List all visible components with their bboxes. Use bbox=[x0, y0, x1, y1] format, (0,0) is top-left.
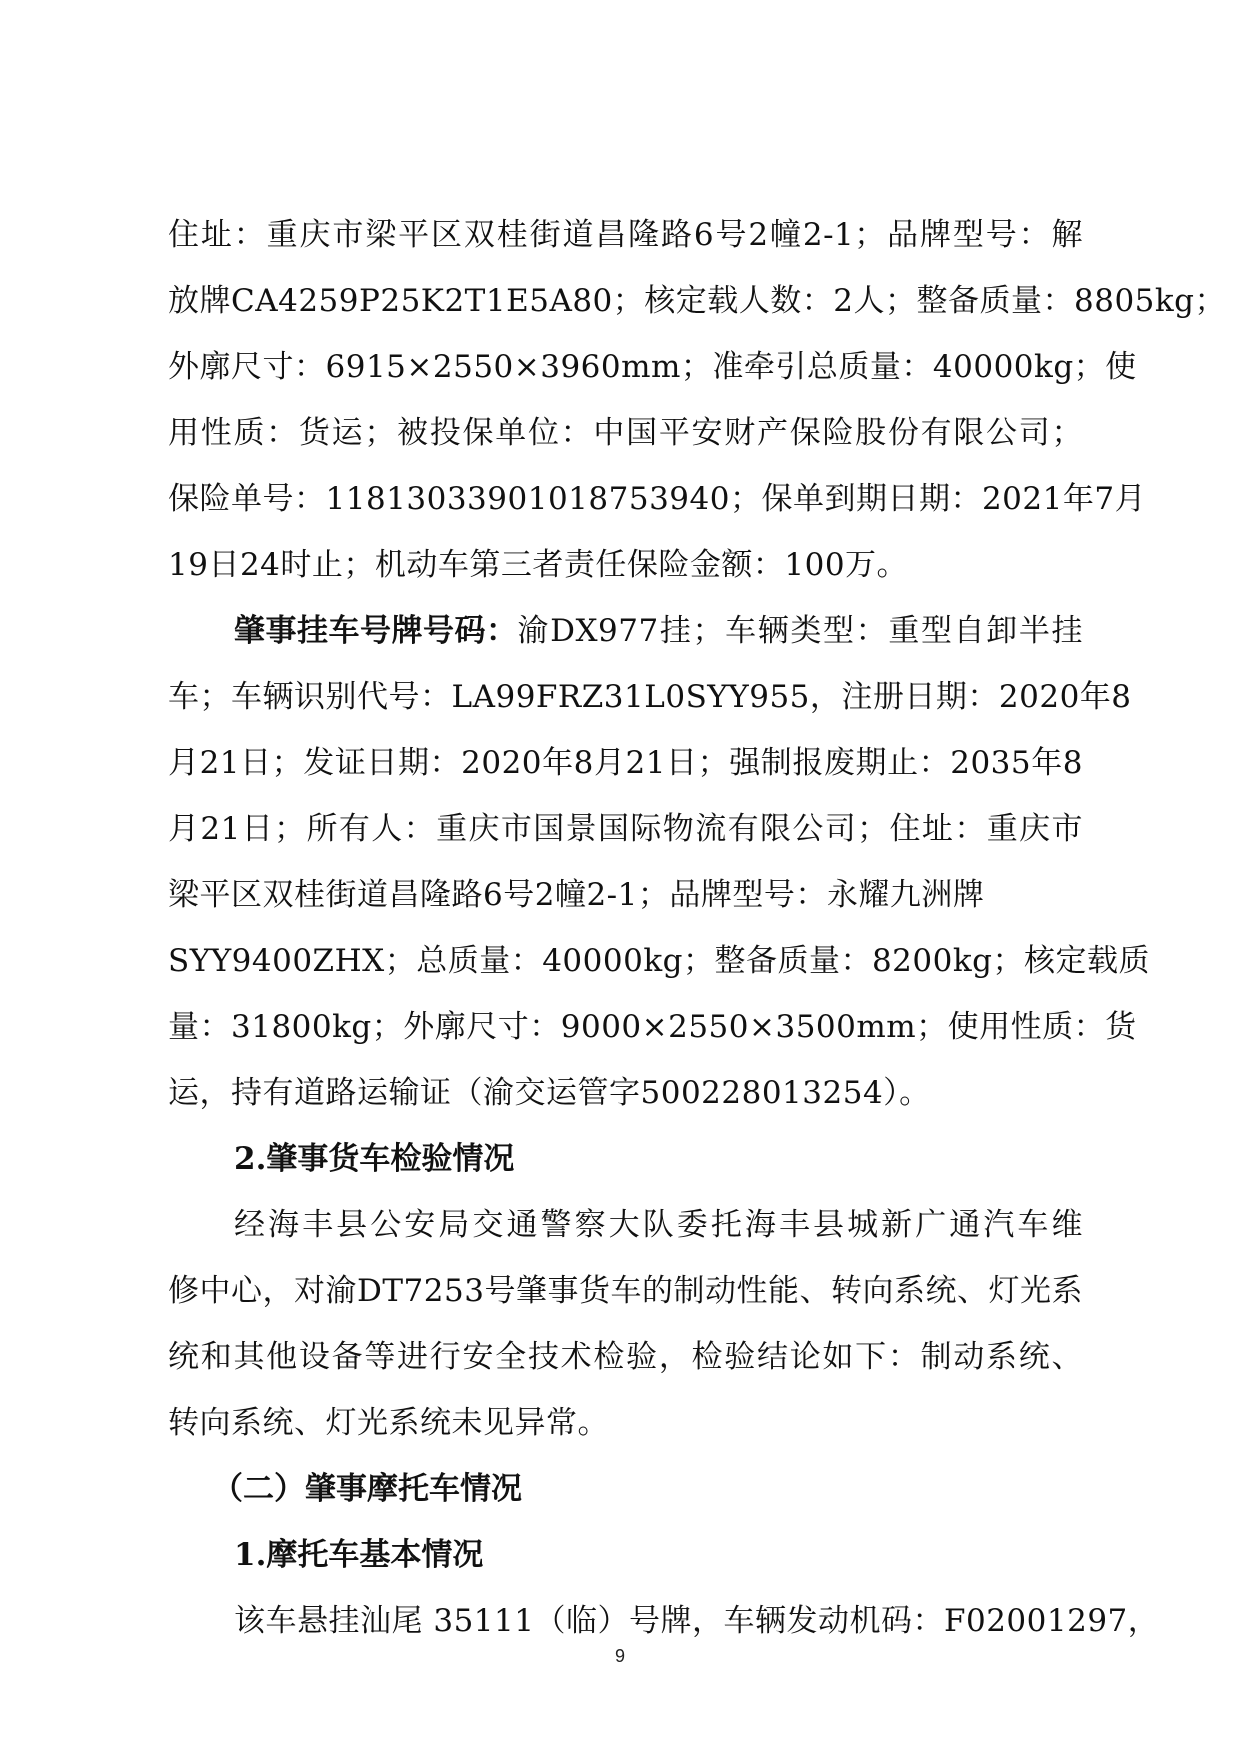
text-line: 外廓尺寸：6915×2550×3960mm；准牵引总质量：40000kg；使 bbox=[168, 349, 1137, 385]
motorcycle-basic-heading: 1.摩托车基本情况 bbox=[234, 1537, 484, 1573]
text-line bbox=[168, 598, 1083, 664]
text-line: 保险单号：11813033901018753940；保单到期日期：2021年7月 bbox=[168, 481, 1147, 517]
text-line: 住址：重庆市梁平区双桂街道昌隆路6号2幢2-1；品牌型号：解 bbox=[168, 217, 1083, 253]
section-heading-motorcycle: （二）肇事摩托车情况 bbox=[212, 1471, 522, 1507]
text-line: 梁平区双桂街道昌隆路6号2幢2-1；品牌型号：永耀九洲牌 bbox=[168, 877, 985, 913]
text-line: 量：31800kg；外廓尺寸：9000×2550×3500mm；使用性质：货 bbox=[168, 1009, 1137, 1045]
text-line: 月21日；所有人：重庆市国景国际物流有限公司；住址：重庆市 bbox=[168, 811, 1083, 847]
text-line: SYY9400ZHX；总质量：40000kg；整备质量：8200kg；核定载质 bbox=[168, 943, 1150, 979]
text-line: 放牌CA4259P25K2T1E5A80；核定载人数：2人；整备质量：8805kg； bbox=[168, 283, 1227, 319]
text-line: 用性质：货运；被投保单位：中国平安财产保险股份有限公司； bbox=[168, 415, 1083, 451]
text-line: 运，持有道路运输证（渝交运管字500228013254）。 bbox=[168, 1075, 931, 1111]
inspection-paragraph bbox=[168, 1192, 1083, 1456]
page-number: 9 bbox=[614, 1646, 625, 1666]
document-body bbox=[168, 202, 1227, 1654]
text-line: 统和其他设备等进行安全技术检验，检验结论如下：制动系统、 bbox=[168, 1339, 1083, 1375]
text-line: 月21日；发证日期：2020年8月21日；强制报废期止：2035年8 bbox=[168, 745, 1083, 781]
text-line: 修中心，对渝DT7253号肇事货车的制动性能、转向系统、灯光系 bbox=[168, 1273, 1083, 1309]
trailer-info-paragraph bbox=[168, 598, 1150, 1126]
trailer-label: 肇事挂车号牌号码： bbox=[234, 613, 518, 649]
motorcycle-info-line: 该车悬挂汕尾 35111（临）号牌，车辆发动机码：F02001297， bbox=[234, 1603, 1160, 1639]
text-line: 车；车辆识别代号：LA99FRZ31L0SYY955，注册日期：2020年8 bbox=[168, 679, 1132, 715]
trailer-first-line-text: 渝DX977挂；车辆类型：重型自卸半挂 bbox=[517, 613, 1083, 649]
inspection-heading: 2.肇事货车检验情况 bbox=[234, 1141, 515, 1177]
text-line: 经海丰县公安局交通警察大队委托海丰县城新广通汽车维 bbox=[234, 1207, 1083, 1243]
truck-info-paragraph bbox=[168, 202, 1227, 598]
text-line: 转向系统、灯光系统未见异常。 bbox=[168, 1405, 609, 1441]
text-line: 19日24时止；机动车第三者责任保险金额：100万。 bbox=[168, 547, 909, 583]
